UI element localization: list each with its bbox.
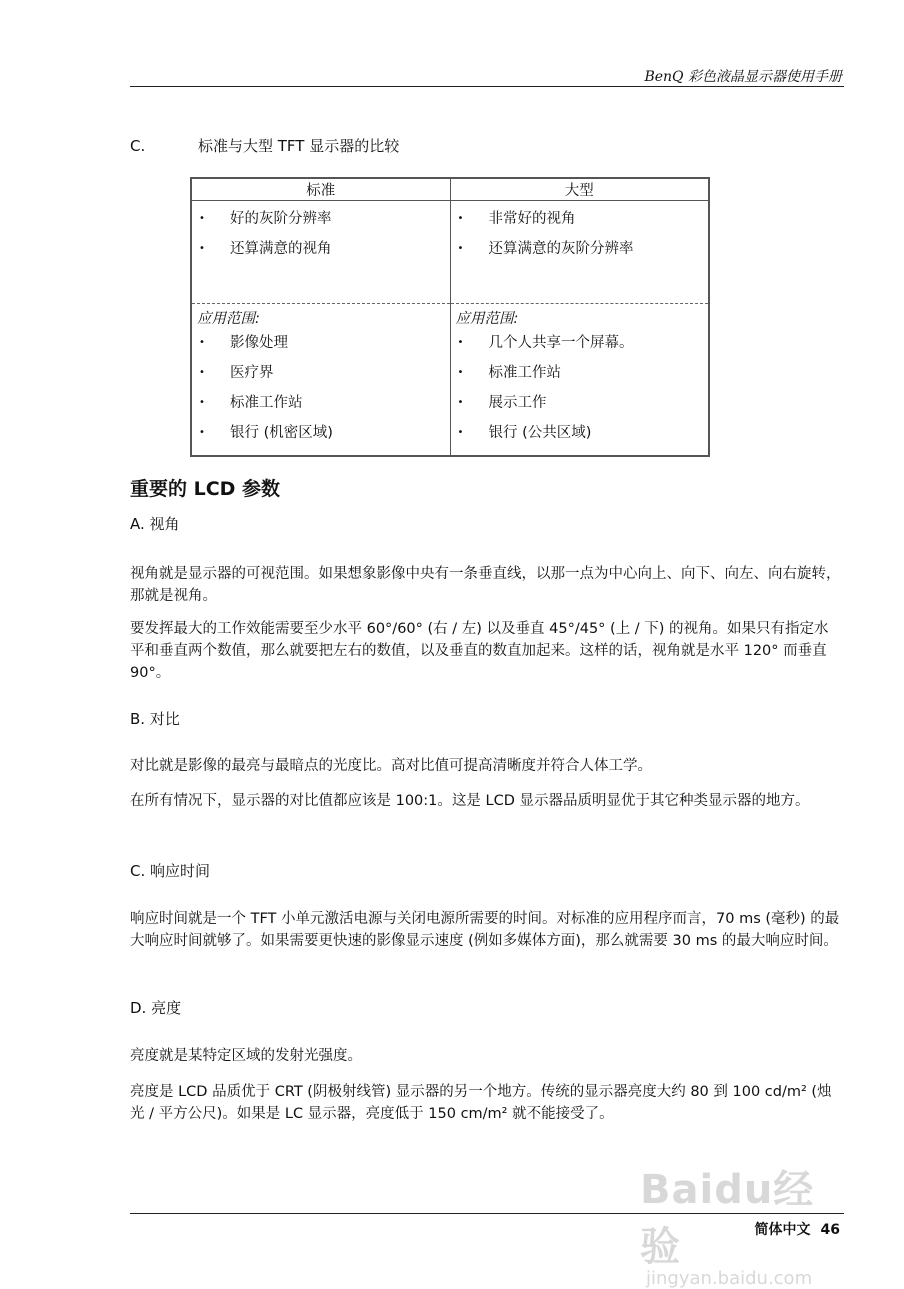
features-standard [191,201,450,304]
header-rule [130,86,844,87]
list-item: • 医疗界 [192,361,450,391]
paragraph: 对比就是影像的最亮与最暗点的光度比。高对比值可提高清晰度并符合人体工学。 [130,758,652,774]
paragraph: 亮度是 LCD 品质优于 CRT (阴极射线管) 显示器的另一个地方。传统的显示器亮度大约 80 到 100 cd/m² (烛光 / 平方公尺)。如果是 LC 显示器，亮度低于 150 cm/m² 就不能接受了。 [130,1084,832,1122]
list-item: • 非常好的视角 [451,207,709,237]
paragraph: 要发挥最大的工作效能需要至少水平 60°/60° (右 / 左) 以及垂直 45°/45° (上 / 下) 的视角。如果只有指定水平和垂直两个数值，那么就要把左右的数值，以及垂直的数直加起来。这样的话，视角就是水平 120° 而垂直 90°。 [130,621,829,681]
list-item: • 还算满意的视角 [192,237,450,267]
list-item: • 影像处理 [192,331,450,361]
list-item: • 银行 (机密区域) [192,421,450,451]
comparison-table [190,177,710,457]
bullet-icon: • [199,213,205,224]
application-label: 应用范围: [455,311,519,327]
bullet-icon: • [199,367,205,378]
bullet-icon: • [457,243,464,254]
bullet-icon: • [199,427,205,438]
list-item: • 标准工作站 [451,361,709,391]
list-item: • 展示工作 [451,391,709,421]
paragraph: 在所有情况下，显示器的对比值都应该是 100:1。这是 LCD 显示器品质明显优于其它种类显示器的地方。 [130,793,810,809]
comparison-title: 标准与大型 TFT 显示器的比较 [198,137,400,155]
bullet-icon: • [199,337,205,348]
header-title: BenQ 彩色液晶显示器使用手册 [644,69,842,85]
bullet-icon: • [199,243,205,254]
section-heading-response-time: C. 响应时间 [130,862,211,880]
list-item: • 还算满意的灰阶分辨率 [451,237,709,267]
bullet-icon: • [199,397,205,408]
comparison-heading [130,135,399,156]
column-header-large: 大型 [450,178,709,201]
section-heading-viewing-angle: A. 视角 [130,515,180,533]
bullet-icon: • [457,397,464,408]
bullet-icon: • [457,213,464,224]
list-item: • 银行 (公共区域) [451,421,709,451]
footer-language: 简体中文 [754,1222,811,1238]
paragraph: 响应时间就是一个 TFT 小单元激活电源与关闭电源所需要的时间。对标准的应用程序而言，70 ms (毫秒) 的最大响应时间就够了。如果需要更快速的影像显示速度 (例如多媒体方面)，那么就需要 30 ms 的最大响应时间。 [130,911,840,949]
comparison-letter: C. [130,137,146,155]
applications-standard [191,304,450,457]
bullet-icon: • [457,337,464,348]
footer [755,1219,840,1239]
footer-rule [130,1213,844,1214]
bullet-icon: • [457,367,464,378]
section-heading-contrast: B. 对比 [130,710,180,728]
section-heading-brightness: D. 亮度 [130,999,182,1017]
features-large [450,201,709,304]
watermark-url: jingyan.baidu.com [646,1268,813,1289]
page-number: 46 [820,1222,840,1238]
list-item: • 好的灰阶分辨率 [192,207,450,237]
column-header-standard: 标准 [191,178,450,201]
watermark-brand: Baidu经验 [640,1167,815,1270]
bullet-icon: • [457,427,464,438]
main-heading: 重要的 LCD 参数 [130,478,281,500]
paragraph: 亮度就是某特定区域的发射光强度。 [130,1048,362,1064]
paragraph: 视角就是显示器的可视范围。如果想象影像中央有一条垂直线，以那一点为中心向上、向下、向左、向右旋转，那就是视角。 [130,566,841,604]
applications-large [450,304,709,457]
list-item: • 几个人共享一个屏幕。 [451,331,709,361]
list-item: • 标准工作站 [192,391,450,421]
application-label: 应用范围: [197,311,260,327]
